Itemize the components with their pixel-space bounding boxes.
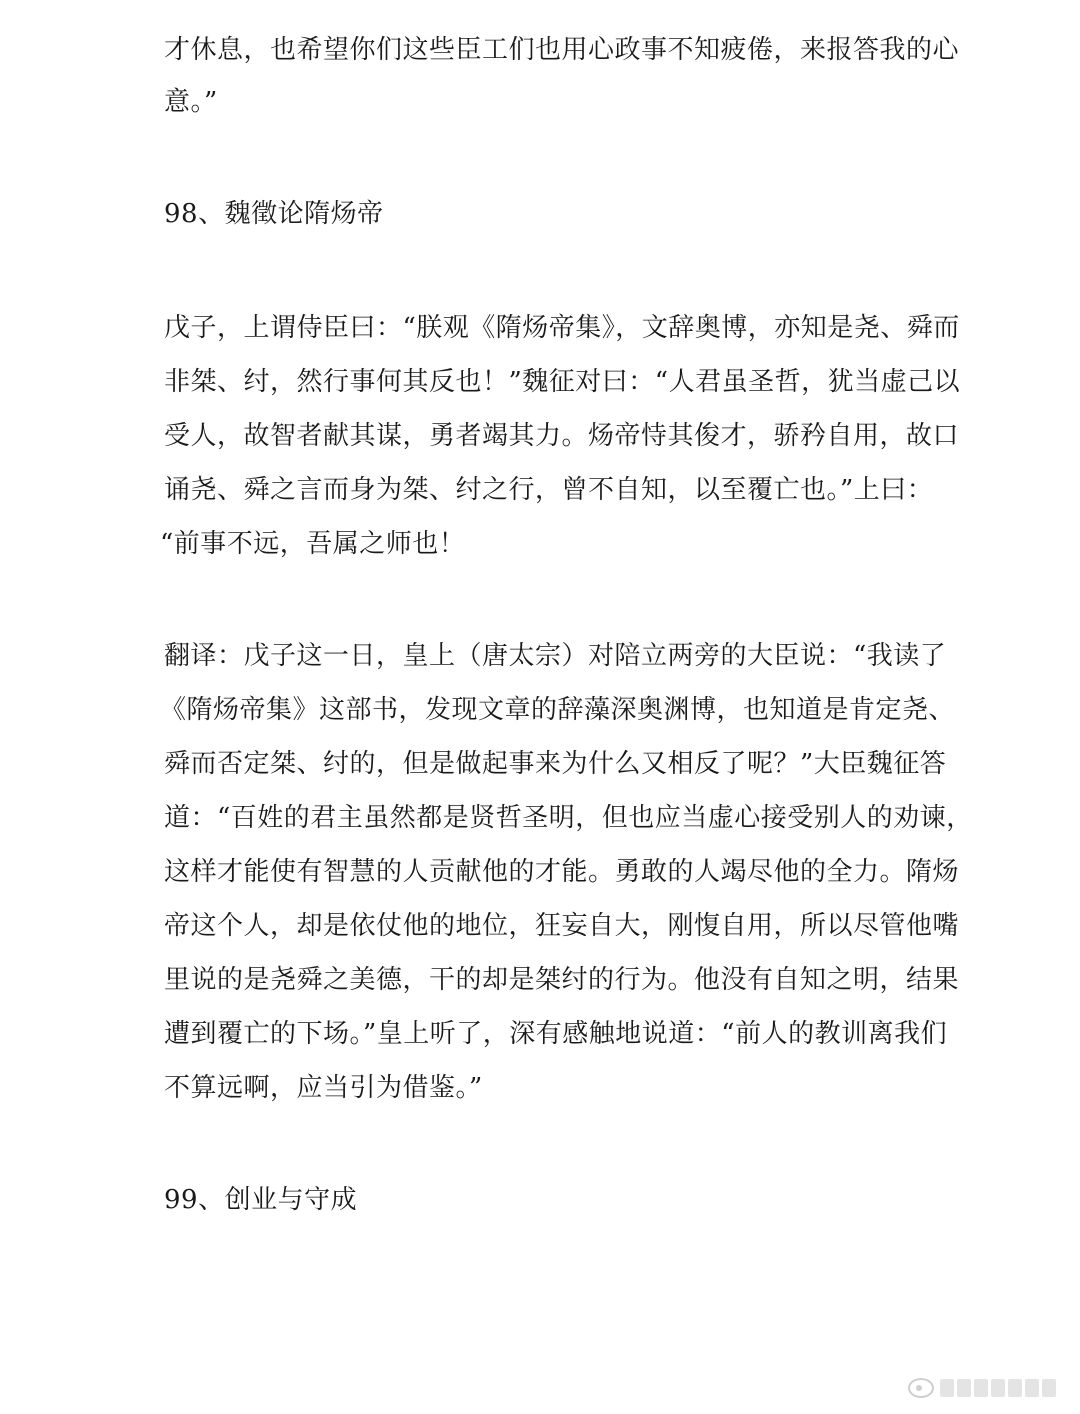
text-line: 不算远啊，应当引为借鉴。”: [164, 1073, 483, 1103]
text-line: 遭到覆亡的下场。”皇上听了，深有感触地说道：“前人的教训离我们: [164, 1019, 948, 1049]
text-line: 受人，故智者献其谋，勇者竭其力。炀帝恃其俊才，骄矜自用，故口: [164, 421, 960, 451]
text-line: 舜而否定桀、纣的，但是做起事来为什么又相反了呢？”大臣魏征答: [164, 749, 947, 779]
text-line: 非桀、纣，然行事何其反也！”魏征对曰：“人君虽圣哲，犹当虚己以: [164, 367, 961, 397]
text-line: 翻译：戊子这一日，皇上（唐太宗）对陪立两旁的大臣说：“我读了: [164, 641, 947, 671]
text-line: 里说的是尧舜之美德，干的却是桀纣的行为。他没有自知之明，结果: [164, 965, 960, 995]
watermark-logo-icon: [908, 1378, 934, 1398]
section-heading: 99、创业与守成: [164, 1185, 358, 1215]
watermark-text: [940, 1379, 1056, 1397]
text-line: 诵尧、舜之言而身为桀、纣之行，曾不自知，以至覆亡也。”上曰：: [164, 475, 934, 505]
text-line: 意。”: [164, 87, 218, 117]
text-line: “前事不远，吾属之师也！: [160, 529, 466, 559]
text-line: 道：“百姓的君主虽然都是贤哲圣明，但也应当虚心接受别人的劝谏，: [164, 803, 973, 833]
text-line: 才休息，也希望你们这些臣工们也用心政事不知疲倦，来报答我的心: [164, 35, 960, 65]
text-line: 《隋炀帝集》这部书，发现文章的辞藻深奥渊博，也知道是肯定尧、: [160, 695, 956, 725]
text-line: 帝这个人，却是依仗他的地位，狂妄自大，刚愎自用，所以尽管他嘴: [164, 911, 960, 941]
section-heading: 98、魏徵论隋炀帝: [164, 199, 384, 229]
text-line: 这样才能使有智慧的人贡献他的才能。勇敢的人竭尽他的全力。隋炀: [164, 857, 960, 887]
watermark: [908, 1378, 1056, 1398]
text-line: 戊子，上谓侍臣曰：“朕观《隋炀帝集》，文辞奥博，亦知是尧、舜而: [164, 313, 960, 343]
